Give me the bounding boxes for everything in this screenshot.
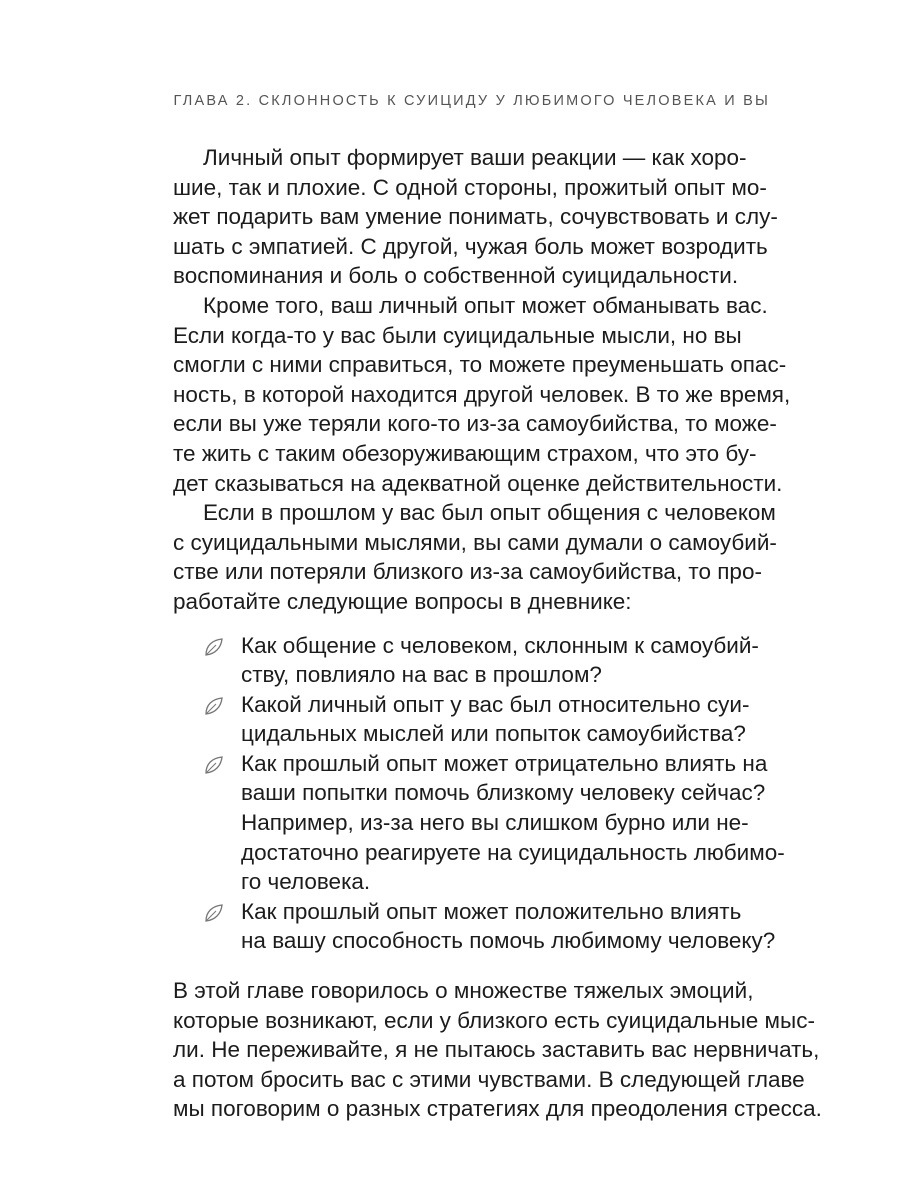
- leaf-icon: [203, 754, 225, 776]
- text-line: дет сказываться на адекватной оценке действительности.: [173, 470, 783, 496]
- text-line: Личный опыт формирует ваши реакции — как хоро-: [203, 145, 747, 170]
- text-line: го человека.: [241, 869, 371, 895]
- closing-paragraph: [173, 976, 822, 1124]
- list-item: [173, 690, 750, 749]
- text-line: цидальных мыслей или попыток самоубийства?: [241, 721, 746, 747]
- list-item: [173, 897, 776, 956]
- text-line: те жить с таким обезоруживающим страхом, что это бу-: [173, 440, 757, 466]
- list-item: [173, 749, 785, 897]
- text-line: смогли с ними справиться, то можете преуменьшать опас-: [173, 352, 787, 378]
- text-line: Как прошлый опыт может отрицательно влиять на: [241, 750, 768, 776]
- text-line: ваши попытки помочь близкому человеку сейчас?: [241, 780, 766, 806]
- text-line: на вашу способность помочь любимому человеку?: [241, 928, 776, 954]
- text-line: мы поговорим о разных стратегиях для преодоления стресса.: [173, 1096, 822, 1122]
- text-line: В этой главе говорилось о множестве тяжелых эмоций,: [173, 978, 754, 1004]
- leaf-icon: [203, 902, 225, 924]
- text-line: шие, так и плохие. С одной стороны, прожитый опыт мо-: [173, 174, 767, 200]
- text-line: шать с эмпатией. С другой, чужая боль может возродить: [173, 233, 768, 259]
- text-line: достаточно реагируете на суицидальность любимо-: [241, 839, 785, 865]
- text-line: воспоминания и боль о собственной суицидальности.: [173, 263, 739, 289]
- page-body: [173, 143, 822, 1124]
- paragraph-2: [173, 291, 791, 498]
- question-list: [173, 631, 785, 957]
- running-head: ГЛАВА 2. СКЛОННОСТЬ К СУИЦИДУ У ЛЮБИМОГО ЧЕЛОВЕКА И ВЫ: [173, 93, 770, 109]
- text-line: ность, в которой находится другой человек. В то же время,: [173, 381, 791, 407]
- leaf-icon: [203, 695, 225, 717]
- text-line: стве или потеряли близкого из-за самоубийства, то про-: [173, 559, 762, 585]
- text-line: Например, из-за него вы слишком бурно или не-: [241, 810, 749, 836]
- text-line: Кроме того, ваш личный опыт может обманывать вас.: [203, 292, 768, 318]
- text-line: ству, повлияло на вас в прошлом?: [241, 662, 602, 688]
- text-line: Как общение с человеком, склонным к самоубий-: [241, 632, 759, 658]
- paragraph-3: [173, 498, 777, 616]
- text-line: а потом бросить вас с этими чувствами. В следующей главе: [173, 1066, 805, 1092]
- text-line: Если когда-то у вас были суицидальные мысли, но вы: [173, 322, 742, 348]
- paragraph-1: [173, 143, 778, 291]
- text-line: которые возникают, если у близкого есть суицидальные мыс-: [173, 1007, 815, 1033]
- leaf-icon: [203, 636, 225, 658]
- text-line: ли. Не переживайте, я не пытаюсь заставить вас нервничать,: [173, 1037, 820, 1063]
- text-line: если вы уже теряли кого-то из-за самоубийства, то може-: [173, 411, 777, 437]
- text-line: Если в прошлом у вас был опыт общения с человеком: [203, 500, 776, 526]
- text-line: жет подарить вам умение понимать, сочувствовать и слу-: [173, 204, 778, 230]
- list-item: [173, 631, 759, 690]
- text-line: с суицидальными мыслями, вы сами думали о самоубий-: [173, 529, 777, 555]
- text-line: Какой личный опыт у вас был относительно суи-: [241, 691, 750, 717]
- text-line: работайте следующие вопросы в дневнике:: [173, 588, 632, 614]
- text-line: Как прошлый опыт может положительно влиять: [241, 898, 742, 924]
